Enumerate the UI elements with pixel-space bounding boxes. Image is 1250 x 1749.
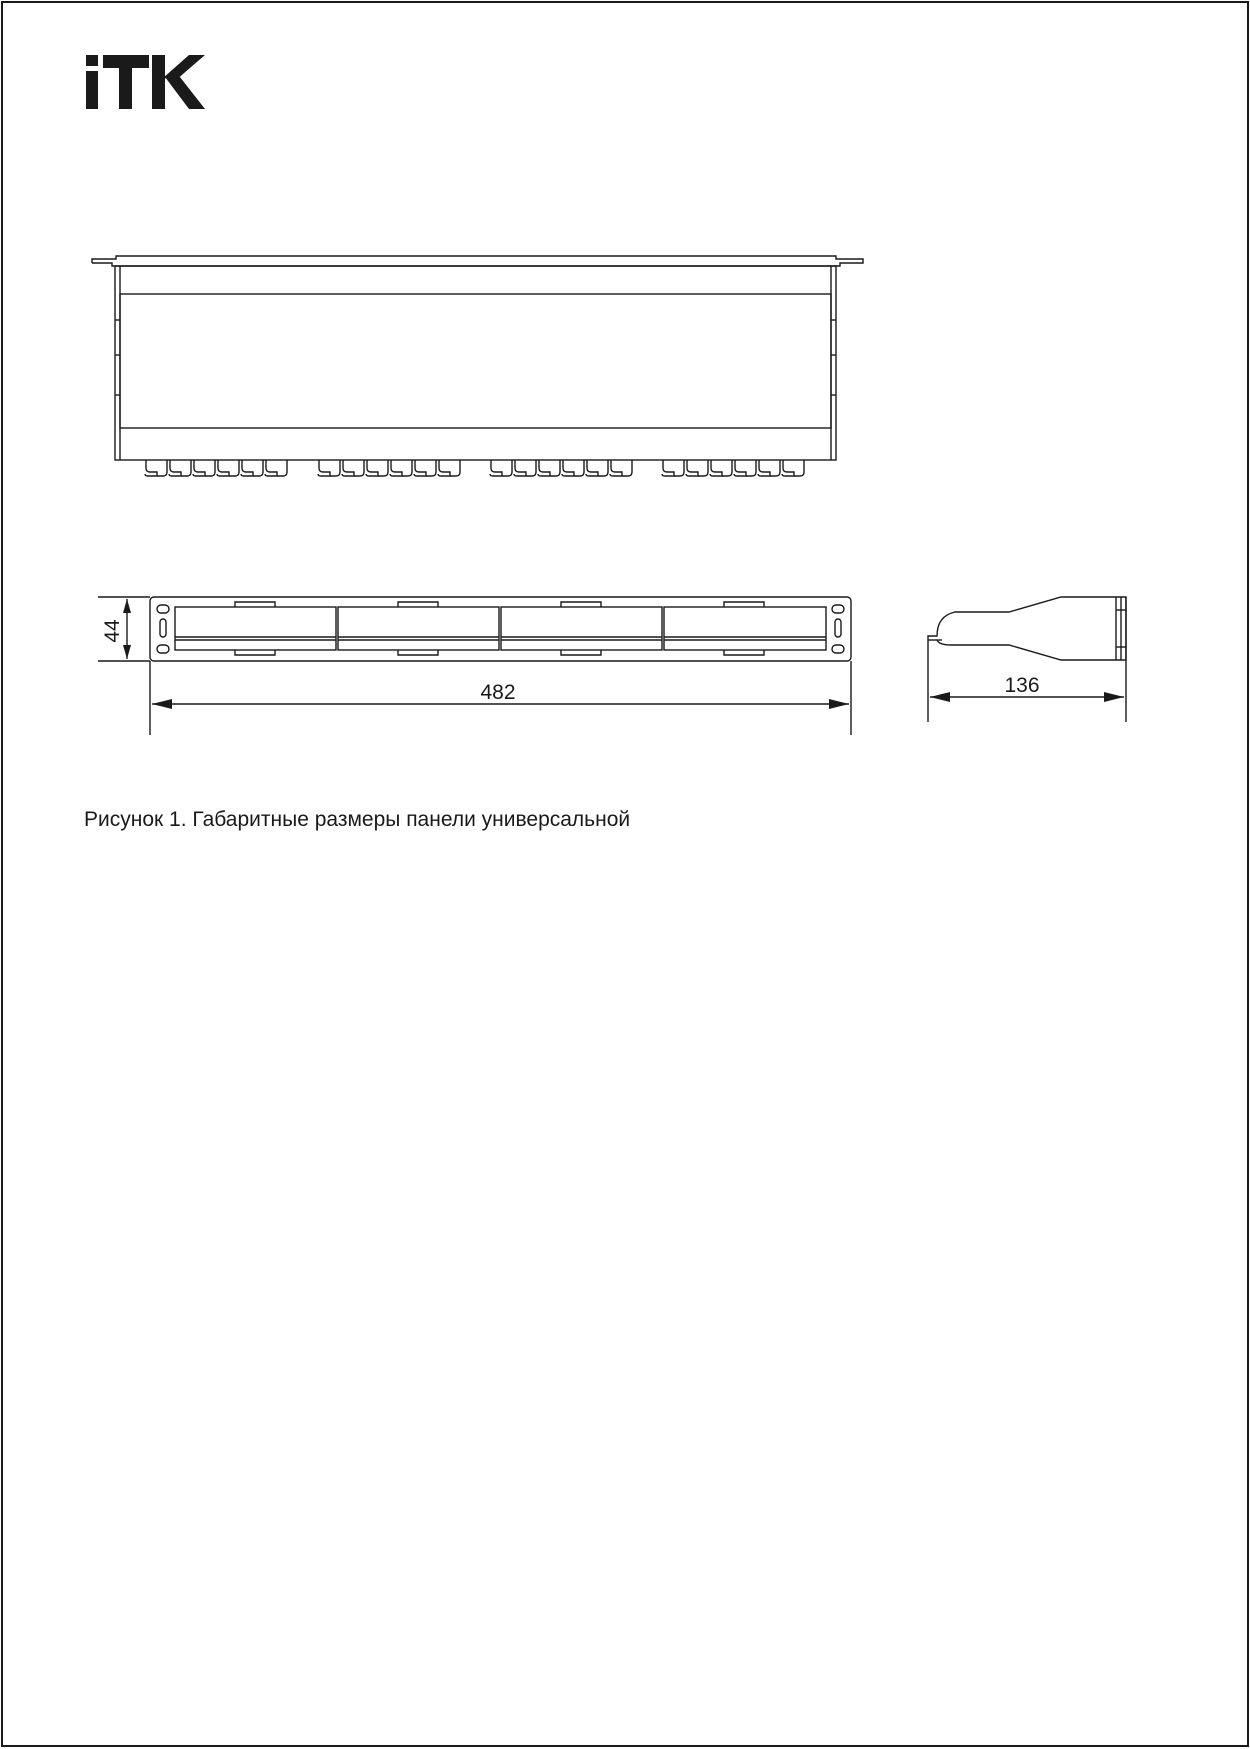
page-frame [2, 2, 1248, 1746]
cable-comb-4 [662, 460, 804, 476]
dimension-width [150, 661, 851, 735]
side-view [928, 597, 1126, 660]
front-view [150, 597, 851, 661]
figure-caption: Рисунок 1. Габаритные размеры панели универсальной [84, 808, 631, 831]
cable-comb-1 [145, 460, 287, 476]
itk-logo [86, 55, 205, 109]
cable-comb-2 [318, 460, 460, 476]
dimension-depth [928, 640, 1126, 722]
width-dimension-label: 482 [480, 681, 516, 704]
depth-dimension-label: 136 [1004, 674, 1040, 697]
top-view [92, 256, 863, 476]
dimension-height [98, 597, 150, 661]
cable-comb-3 [490, 460, 632, 476]
height-dimension-label: 44 [101, 619, 124, 643]
module-bays [175, 602, 826, 655]
